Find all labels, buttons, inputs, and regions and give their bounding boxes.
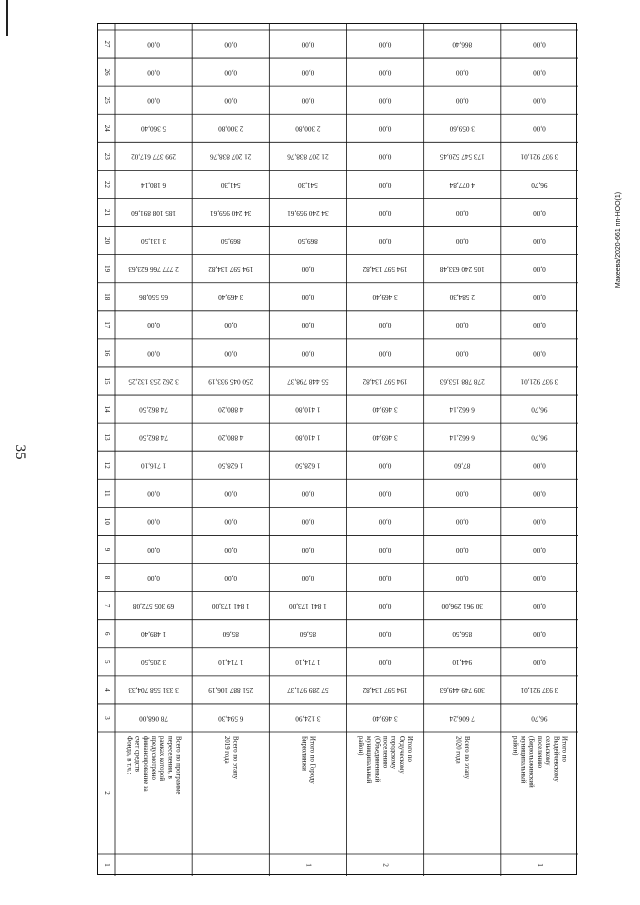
row-name: 2019 года: [223, 736, 231, 764]
table-cell: 0,00: [378, 658, 392, 667]
table-cell: 3 059,60: [449, 124, 475, 133]
row-name: Всего по программе: [174, 736, 182, 795]
table-cell: 0,00: [378, 208, 392, 217]
table-cell: 0,00: [455, 545, 469, 554]
row-name: Фонда, в т.ч.:: [125, 736, 133, 775]
row-name: предусмотрено: [150, 736, 158, 780]
table-cell: 0,00: [378, 630, 392, 639]
table-cell: 65 550,86: [139, 293, 168, 302]
header-col-number: 12: [102, 461, 111, 469]
table-cell: 0,00: [378, 68, 392, 77]
table-cell: 21 207 838,76: [210, 152, 252, 161]
crop-mark: [6, 0, 8, 36]
table-cell: 0,00: [224, 489, 238, 498]
header-col-number: 23: [102, 152, 111, 160]
row-name: Выдейчевскому: [552, 736, 560, 782]
table-cell: 541,30: [220, 180, 241, 189]
table-cell: 869,50: [220, 236, 241, 245]
table-cell: 1 714,10: [218, 658, 244, 667]
table-cell: 0,00: [224, 573, 238, 582]
table-cell: 0,00: [224, 96, 238, 105]
table-cell: 96,70: [531, 433, 548, 442]
table-cell: 0,00: [378, 152, 392, 161]
table-cell: 0,00: [378, 573, 392, 582]
table-cell: 0,00: [455, 236, 469, 245]
header-col-number: 27: [102, 40, 111, 48]
table-cell: 173 547 520,45: [439, 152, 485, 161]
table-cell: 1 628,50: [218, 461, 244, 470]
table-cell: 78 068,00: [139, 714, 168, 723]
table-cell: 3 131,50: [141, 236, 167, 245]
table-cell: 0,00: [378, 601, 392, 610]
header-col-number: 3: [102, 716, 111, 720]
row-name: сельскому: [544, 736, 552, 766]
table-cell: 6 594,30: [218, 714, 244, 723]
table-cell: 0,00: [147, 573, 160, 582]
table-cell: 3 331 558 704,33: [128, 686, 179, 695]
table-cell: 3 469,40: [218, 293, 244, 302]
table-cell: 7 606,24: [449, 714, 475, 723]
table-cell: 0,00: [455, 517, 469, 526]
table-cell: 0,00: [147, 545, 160, 554]
row-name: муниципальный: [365, 736, 373, 784]
table-cell: 0,00: [378, 40, 392, 49]
header-col-number: 1: [102, 863, 111, 867]
table-cell: 0,00: [147, 489, 160, 498]
row-number: 1: [535, 863, 544, 867]
table-cell: 0,00: [533, 236, 546, 245]
table-cell: 74 862,50: [139, 405, 168, 414]
table-cell: 3 469,40: [372, 433, 398, 442]
table-cell: 0,00: [224, 545, 238, 554]
table-cell: 0,00: [533, 461, 546, 470]
header-col-number: 17: [102, 321, 111, 329]
table-cell: 96,70: [531, 180, 548, 189]
table-cell: 0,00: [378, 180, 392, 189]
table-cell: 0,00: [301, 265, 315, 274]
table-cell: 0,00: [455, 321, 469, 330]
table-cell: 0,00: [378, 545, 392, 554]
table-cell: 55 448 798,37: [287, 377, 329, 386]
data-table: [97, 23, 577, 875]
header-col-number: 19: [102, 265, 111, 273]
table-cell: 0,00: [301, 349, 315, 358]
table-cell: 1 841 173,00: [211, 601, 250, 610]
table-cell: 3 937 921,01: [520, 686, 559, 695]
table-cell: 87,60: [454, 461, 471, 470]
table-cell: 0,00: [533, 630, 546, 639]
header-col-number: 22: [102, 180, 111, 188]
table-cell: 0,00: [533, 573, 546, 582]
table-cell: 6 180,14: [141, 180, 167, 189]
table-cell: 194 597 134,82: [362, 686, 408, 695]
table-cell: 1 716,10: [141, 461, 167, 470]
header-col-number: 14: [102, 405, 111, 413]
header-col-number: 8: [102, 575, 111, 580]
table-cell: 0,00: [147, 349, 160, 358]
table-cell: 0,00: [147, 96, 160, 105]
table-cell: 0,00: [533, 96, 546, 105]
table-cell: 0,00: [147, 68, 160, 77]
table-cell: 0,00: [378, 349, 392, 358]
row-name: 2020 года: [454, 736, 462, 764]
table-cell: 0,00: [533, 124, 546, 133]
table-cell: 57 289 971,37: [287, 686, 329, 695]
table-cell: 0,00: [301, 573, 315, 582]
table-cell: 0,00: [301, 293, 315, 302]
table-cell: 0,00: [455, 208, 469, 217]
table-cell: 194 597 134,82: [362, 377, 408, 386]
table-cell: 869,50: [298, 236, 318, 245]
row-name: поселению: [381, 736, 389, 769]
table-cell: 185 108 891,60: [131, 208, 177, 217]
table-cell: 0,00: [301, 96, 315, 105]
row-name: (Бирюлыжинский: [527, 736, 535, 788]
table-cell: 34 240 959,61: [287, 208, 329, 217]
table-cell: 85,60: [222, 630, 239, 639]
table-cell: 5 360,40: [141, 124, 167, 133]
header-col-number: 25: [102, 96, 111, 104]
table-cell: 0,00: [455, 349, 469, 358]
header-col-number: 10: [102, 517, 111, 525]
table-cell: 0,00: [455, 68, 469, 77]
table-cell: 2 300,80: [295, 124, 321, 133]
row-name: муниципальный: [519, 736, 527, 784]
header-col-number: 16: [102, 349, 111, 357]
table-cell: 0,00: [533, 489, 546, 498]
table-cell: 21 207 838,76: [287, 152, 329, 161]
row-name: (Объединенный: [373, 736, 381, 783]
row-name: Всего по этапу: [231, 736, 239, 780]
table-cell: 3 937 921,01: [520, 377, 559, 386]
table-cell: 0,00: [378, 321, 392, 330]
table-cell: 4 880,20: [218, 405, 244, 414]
table-cell: 3 937 921,01: [520, 152, 559, 161]
table-cell: 0,00: [301, 545, 315, 554]
table-cell: 1 410,80: [295, 405, 321, 414]
table-cell: 0,00: [533, 293, 546, 302]
header-col-number: 21: [102, 209, 111, 217]
table-cell: 0,00: [455, 489, 469, 498]
table-cell: 1 628,50: [295, 461, 321, 470]
table-cell: 3 469,40: [372, 714, 398, 723]
table-cell: 6 662,14: [449, 433, 475, 442]
table-cell: 3 262 253 132,25: [128, 377, 179, 386]
table-cell: 1 841 173,00: [289, 601, 327, 610]
table-cell: 1 489,40: [141, 630, 167, 639]
header-col-number: 18: [102, 293, 111, 301]
row-name: Огдуческому: [397, 736, 405, 774]
row-name: финансирование за: [141, 736, 149, 792]
table-cell: 4 077,84: [449, 180, 475, 189]
table-cell: 6 662,14: [449, 405, 475, 414]
row-name: Итого по: [406, 736, 414, 762]
table-cell: 0,00: [378, 517, 392, 526]
table-cell: 856,50: [452, 630, 473, 639]
table-cell: 0,00: [533, 68, 546, 77]
row-name: переселения, в: [166, 736, 174, 779]
table-cell: 105 240 633,48: [439, 265, 485, 274]
row-name: счет средств: [133, 736, 141, 772]
row-number: 1: [304, 863, 313, 867]
table-cell: 4 880,20: [218, 433, 244, 442]
table-cell: 0,00: [224, 517, 238, 526]
table-cell: 0,00: [533, 208, 546, 217]
table-cell: 0,00: [378, 96, 392, 105]
table-cell: 34 240 959,61: [210, 208, 252, 217]
table-cell: 309 749 449,63: [439, 686, 485, 695]
table-cell: 0,00: [378, 461, 392, 470]
row-name: Всего по этапу: [462, 736, 470, 780]
table-cell: 30 961 296,00: [441, 601, 483, 610]
table-cell: 299 377 617,02: [131, 152, 177, 161]
table-cell: 0,00: [533, 517, 546, 526]
table-cell: 0,00: [224, 68, 238, 77]
table-cell: 0,00: [301, 321, 315, 330]
table-cell: 0,00: [533, 321, 546, 330]
header-col-number: 5: [102, 660, 111, 664]
table-cell: 0,00: [455, 96, 469, 105]
table-cell: 0,00: [224, 321, 238, 330]
table-cell: 3 469,40: [372, 405, 398, 414]
table-cell: 3 205,50: [141, 658, 167, 667]
table-cell: 1 714,10: [295, 658, 321, 667]
row-name: Бирюлинжи: [300, 736, 308, 771]
table-cell: 194 597 134,82: [362, 265, 408, 274]
table-cell: 0,00: [533, 40, 546, 49]
table-cell: 85,60: [299, 630, 317, 639]
table-cell: 2 300,80: [218, 124, 244, 133]
row-name: Итого по Городу: [308, 736, 316, 784]
header-col-number: 26: [102, 68, 111, 76]
table-cell: 250 045 933,19: [208, 377, 254, 386]
rotated-table-svg: [98, 24, 578, 876]
table-cell: 0,00: [301, 489, 315, 498]
table-cell: 0,00: [301, 40, 315, 49]
row-name: рамках которой: [158, 736, 166, 782]
table-cell: 0,00: [455, 573, 469, 582]
row-name: поселению: [535, 736, 543, 769]
header-col-number: 6: [102, 631, 111, 636]
table-cell: 0,00: [533, 658, 546, 667]
table-cell: 0,00: [147, 40, 160, 49]
table-cell: 0,00: [533, 349, 546, 358]
table-cell: 278 788 153,63: [439, 377, 485, 386]
table-cell: 69 305 572,08: [132, 601, 175, 610]
row-name: район): [511, 736, 519, 756]
table-cell: 0,00: [378, 236, 392, 245]
page-number: 35: [12, 444, 28, 460]
header-col-number: 11: [102, 489, 111, 497]
table-cell: 0,00: [301, 517, 315, 526]
row-name: городскому: [389, 736, 397, 770]
table-cell: 3 469,40: [372, 293, 398, 302]
table-cell: 2 584,30: [449, 293, 475, 302]
table-cell: 0,00: [147, 517, 160, 526]
header-col-number: 13: [102, 433, 111, 441]
table-cell: 96,70: [531, 714, 548, 723]
table-cell: 3 124,90: [295, 714, 321, 723]
table-cell: 0,00: [224, 40, 238, 49]
table-cell: 96,70: [531, 405, 548, 414]
row-number: 2: [381, 863, 390, 867]
table-cell: 0,00: [533, 601, 546, 610]
table-cell: 0,00: [147, 321, 160, 330]
header-col-number: 7: [102, 603, 111, 608]
table-cell: 0,00: [378, 124, 392, 133]
table-cell: 0,00: [378, 489, 392, 498]
table-cell: 0,00: [301, 68, 315, 77]
table-cell: 944,10: [452, 658, 473, 667]
table-cell: 866,40: [452, 40, 473, 49]
header-col-number: 9: [102, 547, 111, 552]
header-col-number: 20: [102, 237, 111, 245]
table-cell: 541,30: [298, 180, 318, 189]
table-cell: 0,00: [224, 349, 238, 358]
table-cell: 194 597 134,82: [208, 265, 254, 274]
table-cell: 0,00: [533, 265, 546, 274]
row-name: район): [356, 736, 364, 756]
table-cell: 251 887 106,19: [208, 686, 254, 695]
table-cell: 74 862,50: [139, 433, 168, 442]
header-col-number: 4: [102, 688, 111, 692]
header-col-number: 2: [102, 791, 111, 795]
header-col-number: 15: [102, 377, 111, 385]
table-cell: 0,00: [533, 545, 546, 554]
header-col-number: 24: [102, 124, 111, 132]
table-cell: 2 777 766 623,63: [128, 265, 179, 274]
document-code: Макеева/2020-661 пп-НОО(1): [615, 191, 622, 289]
row-name: Итого по: [560, 736, 568, 762]
table-cell: 1 410,80: [295, 433, 321, 442]
